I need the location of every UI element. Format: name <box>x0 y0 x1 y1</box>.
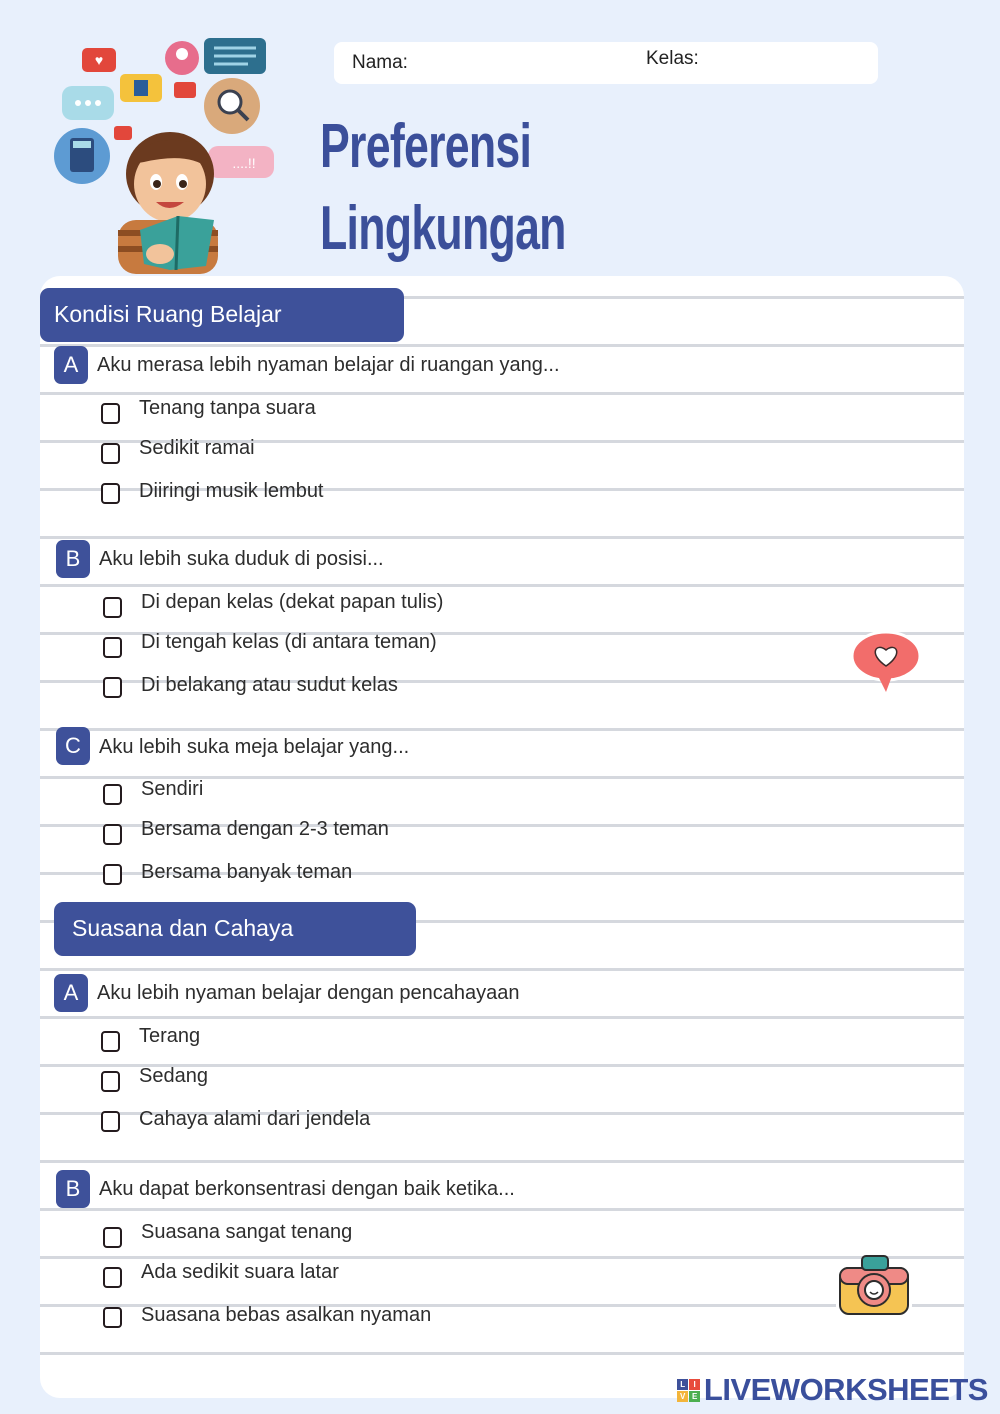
rule-line <box>40 1160 964 1163</box>
option-checkbox[interactable] <box>103 677 122 698</box>
question-badge: C <box>56 727 90 765</box>
rule-line <box>40 968 964 971</box>
question-text: Aku lebih nyaman belajar dengan pencahayaan <box>97 982 520 1004</box>
liveworksheets-logo[interactable] <box>677 1372 988 1408</box>
option-checkbox[interactable] <box>101 1111 120 1132</box>
logo-letter: L <box>677 1379 688 1390</box>
title-line-1: Preferensi Lingkungan <box>320 112 566 263</box>
option-label: Di tengah kelas (di antara teman) <box>141 631 437 653</box>
option-label: Sendiri <box>141 778 204 800</box>
class-label: Kelas: <box>646 48 699 69</box>
option-checkbox[interactable] <box>103 824 122 845</box>
option-checkbox[interactable] <box>103 637 122 658</box>
rule-line <box>40 344 964 347</box>
option-label: Suasana bebas asalkan nyaman <box>141 1304 432 1326</box>
option-checkbox[interactable] <box>103 1267 122 1288</box>
question-text: Aku merasa lebih nyaman belajar di ruangan yang... <box>97 354 560 376</box>
option-label: Bersama dengan 2-3 teman <box>141 818 389 840</box>
svg-text:♥: ♥ <box>94 52 104 68</box>
svg-text:....!!: ....!! <box>232 155 256 171</box>
rule-line <box>40 1256 964 1259</box>
option-checkbox[interactable] <box>101 403 120 424</box>
rule-line <box>40 392 964 395</box>
option-checkbox[interactable] <box>103 1307 122 1328</box>
logo-grid-icon <box>677 1379 700 1402</box>
boy-reading-illustration <box>48 34 280 274</box>
option-label: Sedang <box>139 1065 208 1087</box>
name-class-box <box>334 42 878 84</box>
option-checkbox[interactable] <box>103 597 122 618</box>
question-badge: B <box>56 540 90 578</box>
option-label: Diiringi musik lembut <box>139 480 324 502</box>
option-checkbox[interactable] <box>103 1227 122 1248</box>
logo-letter: I <box>689 1379 700 1390</box>
option-checkbox[interactable] <box>103 864 122 885</box>
option-checkbox[interactable] <box>101 443 120 464</box>
option-checkbox[interactable] <box>101 1031 120 1052</box>
rule-line <box>40 536 964 539</box>
question-text: Aku dapat berkonsentrasi dengan baik ketika... <box>99 1178 515 1200</box>
rule-line <box>40 1208 964 1211</box>
option-label: Terang <box>139 1025 201 1047</box>
section-heading-kondisi-ruang-belajar: Kondisi Ruang Belajar <box>40 288 404 342</box>
question-badge: A <box>54 346 88 384</box>
question-badge: B <box>56 1170 90 1208</box>
option-label: Ada sedikit suara latar <box>141 1261 339 1283</box>
brand-name: LIVEWORKSHEETS <box>703 1372 988 1407</box>
question-badge: A <box>54 974 88 1012</box>
heart-bubble-icon <box>848 630 924 694</box>
option-label: Bersama banyak teman <box>141 861 353 883</box>
rule-line <box>40 1016 964 1019</box>
option-checkbox[interactable] <box>101 1071 120 1092</box>
option-checkbox[interactable] <box>101 483 120 504</box>
logo-letter: V <box>677 1391 688 1402</box>
option-checkbox[interactable] <box>103 784 122 805</box>
question-text: Aku lebih suka meja belajar yang... <box>99 736 410 758</box>
rule-line <box>40 584 964 587</box>
option-label: Tenang tanpa suara <box>139 397 316 419</box>
question-text: Aku lebih suka duduk di posisi... <box>99 548 384 570</box>
camera-icon <box>834 1250 914 1320</box>
section-heading-suasana-dan-cahaya: Suasana dan Cahaya <box>54 902 416 956</box>
option-label: Di belakang atau sudut kelas <box>141 674 398 696</box>
rule-line <box>40 1352 964 1355</box>
option-label: Di depan kelas (dekat papan tulis) <box>141 591 444 613</box>
option-label: Cahaya alami dari jendela <box>139 1108 371 1130</box>
rule-line <box>40 728 964 731</box>
logo-letter: E <box>689 1391 700 1402</box>
option-label: Suasana sangat tenang <box>141 1221 353 1243</box>
name-label: Nama: <box>352 52 408 73</box>
option-label: Sedikit ramai <box>139 437 255 459</box>
